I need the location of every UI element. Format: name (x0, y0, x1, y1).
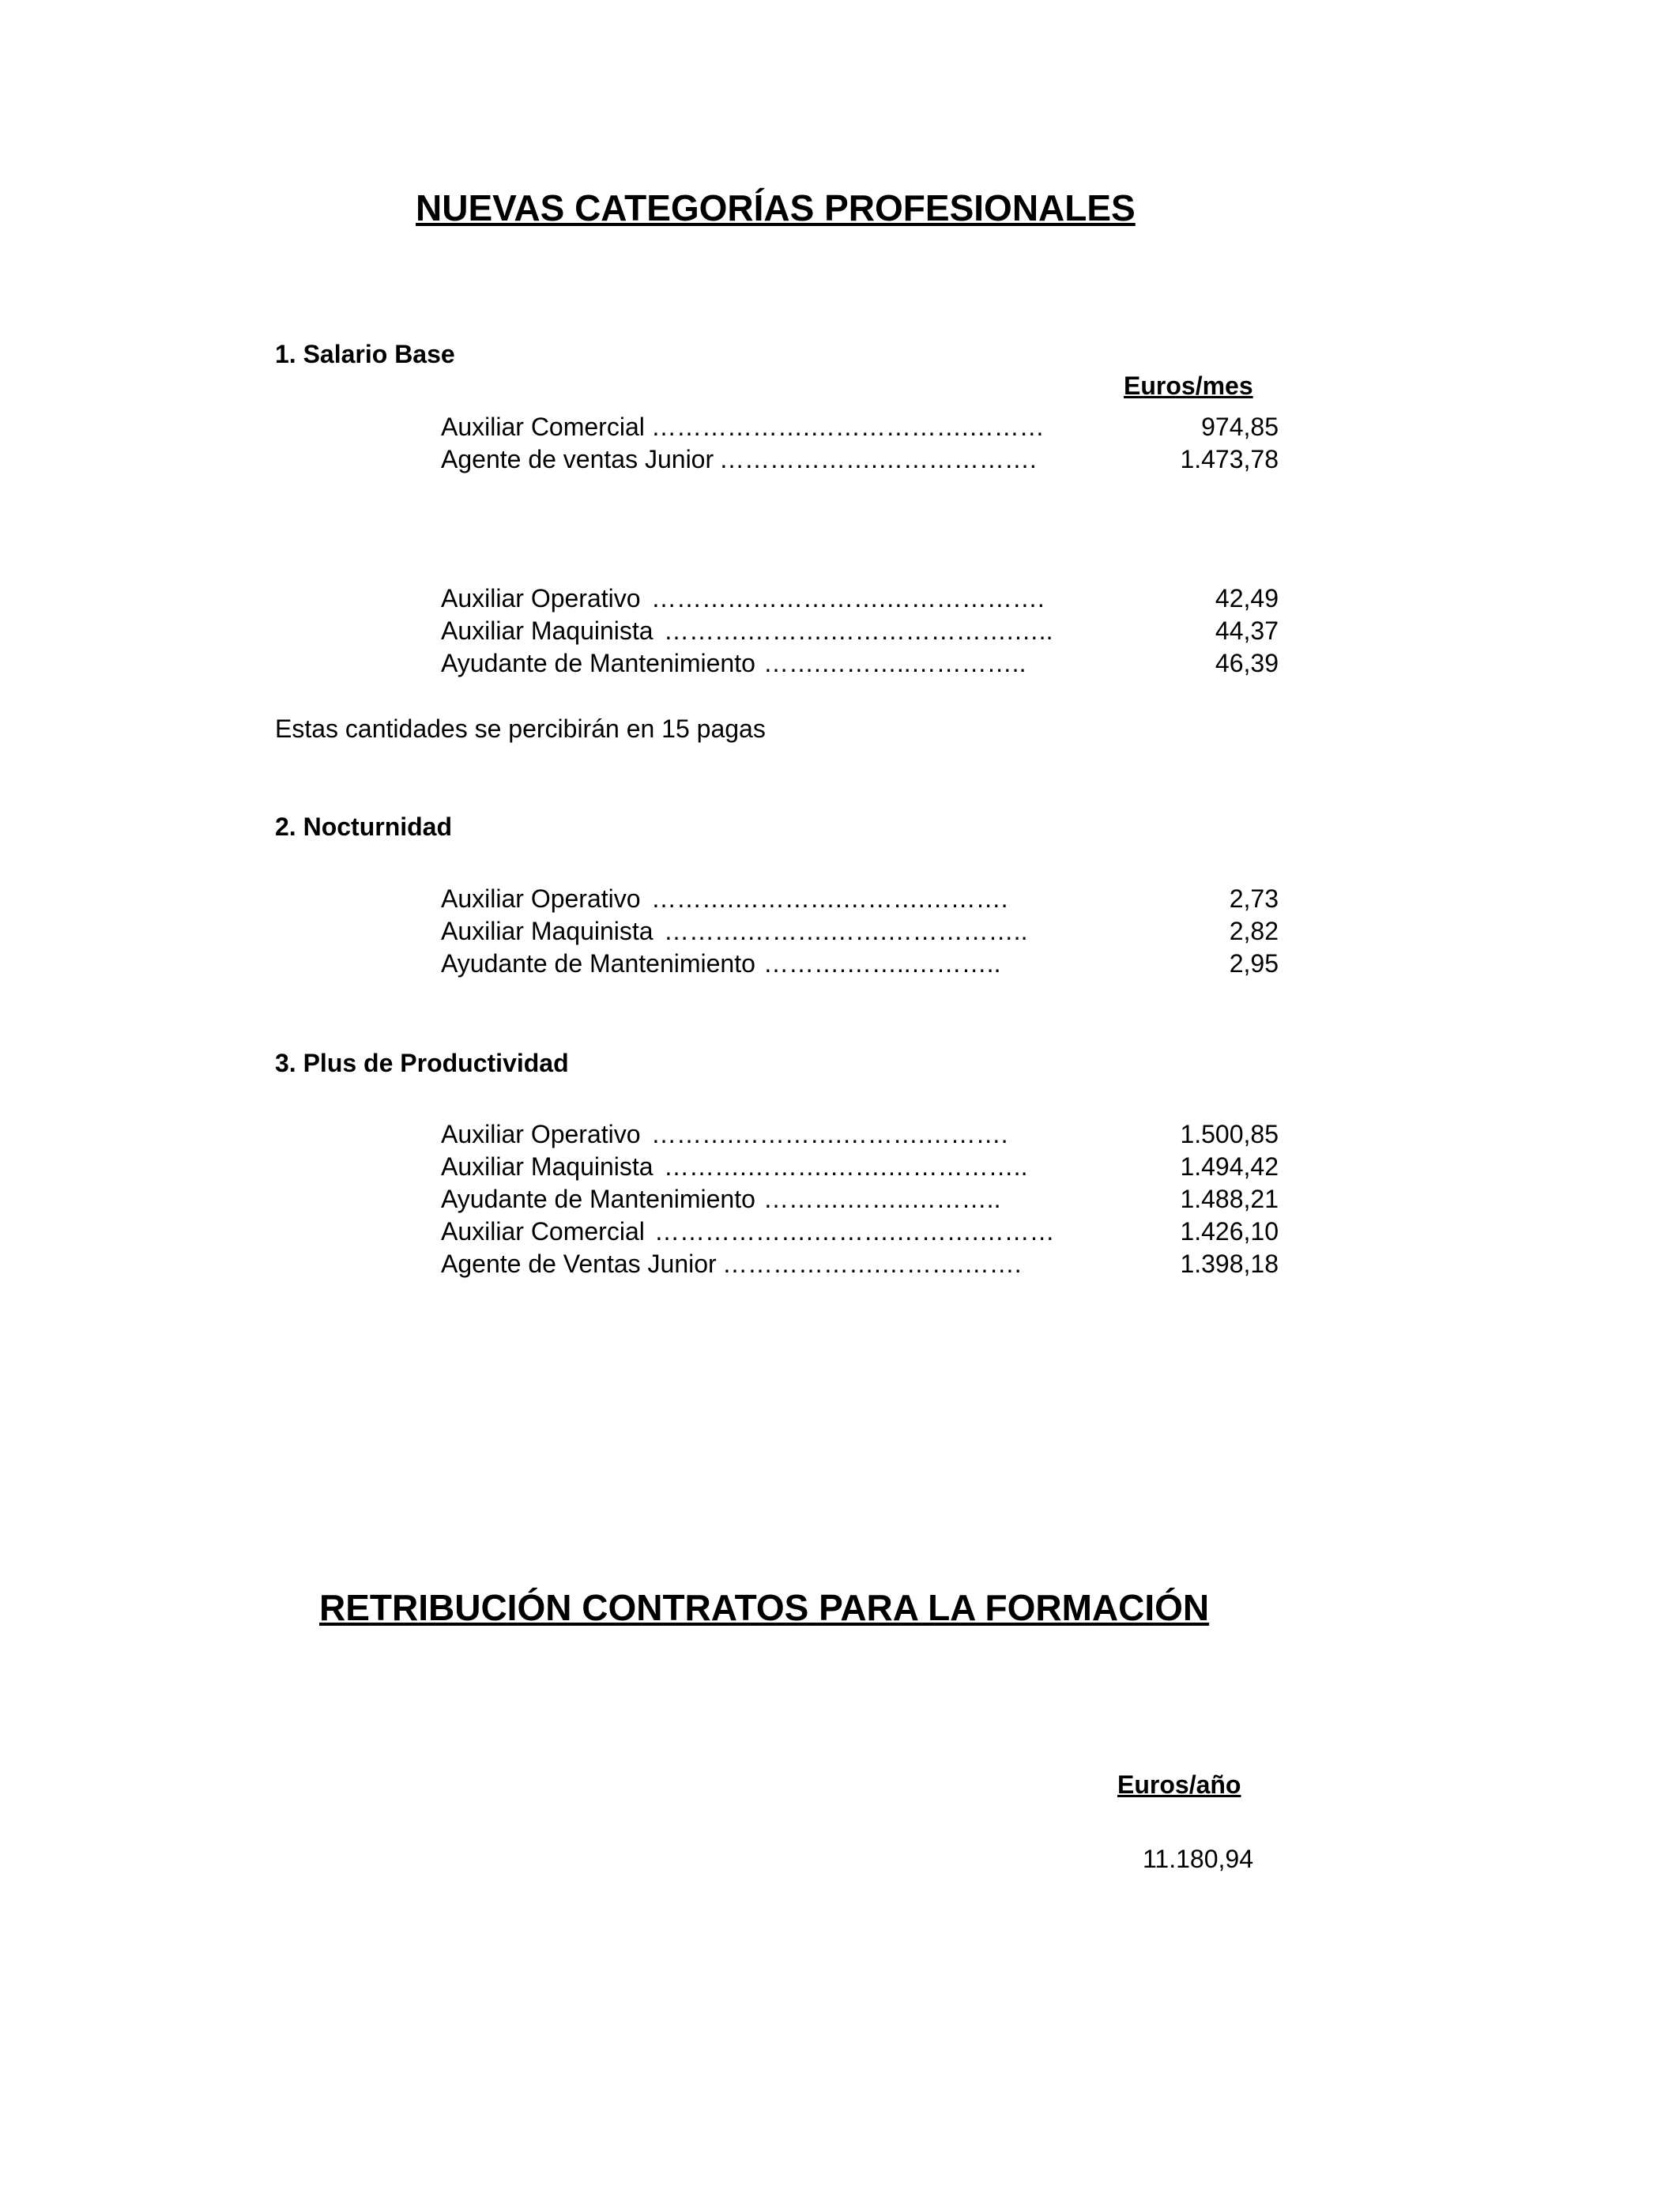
salario-base-group-1 (441, 411, 1279, 476)
section-heading-salario-base: 1. Salario Base (275, 340, 455, 368)
category-label: Ayudante de Mantenimiento (441, 949, 755, 978)
category-label: Auxiliar Operativo (441, 884, 641, 913)
amount-value: 1.494,42 (1180, 1152, 1279, 1181)
table-row (441, 582, 1279, 615)
table-row (441, 915, 1279, 948)
amount-value: 1.398,18 (1180, 1250, 1279, 1278)
unit-header-euros-ano: Euros/año (1117, 1770, 1241, 1799)
amount-value: 46,39 (1215, 649, 1279, 677)
category-label: Auxiliar Maquinista (441, 1152, 654, 1181)
second-title: RETRIBUCIÓN CONTRATOS PARA LA FORMACIÓN (319, 1587, 1210, 1628)
amount-value: 1.473,78 (1180, 445, 1279, 473)
category-label: Auxiliar Maquinista (441, 917, 654, 945)
unit-header-euros-mes: Euros/mes (1124, 371, 1253, 400)
salario-base-group-2 (441, 582, 1279, 680)
amount-value: 2,73 (1229, 884, 1279, 913)
amount-value: 2,95 (1229, 949, 1279, 978)
amount-value: 42,49 (1215, 584, 1279, 613)
leader-dots: ……….……….…….…………….. (664, 917, 1028, 945)
leader-dots: ……….………….……….………. (651, 884, 1008, 913)
leader-dots: ……….……….………………….….. (664, 616, 1053, 645)
leader-dots: ……………….………………. (719, 445, 1037, 473)
table-row (441, 1118, 1279, 1151)
productividad-group (441, 1118, 1279, 1280)
table-row (441, 883, 1279, 915)
category-label: Auxiliar Comercial (441, 413, 645, 441)
leader-dots: ……….………….……….………. (651, 1120, 1008, 1148)
table-row (441, 411, 1279, 443)
category-label: Ayudante de Mantenimiento (441, 1185, 755, 1213)
category-label: Auxiliar Operativo (441, 584, 641, 613)
section-heading-plus-productividad: 3. Plus de Productividad (275, 1049, 569, 1077)
category-label: Auxiliar Maquinista (441, 616, 654, 645)
category-label: Auxiliar Operativo (441, 1120, 641, 1148)
leader-dots: ……….……….…….…………….. (664, 1152, 1028, 1181)
leader-dots: ……………….……….……. (722, 1250, 1022, 1278)
category-label: Agente de ventas Junior (441, 445, 714, 473)
nocturnidad-group (441, 883, 1279, 980)
payments-note: Estas cantidades se percibirán en 15 pagas (275, 714, 766, 743)
leader-dots: ……………….……….……….……… (654, 1217, 1055, 1246)
category-label: Agente de Ventas Junior (441, 1250, 717, 1278)
leader-dots: …….………..………….. (763, 649, 1026, 677)
category-label: Auxiliar Comercial (441, 1217, 645, 1246)
amount-value: 974,85 (1201, 413, 1279, 441)
amount-value: 44,37 (1215, 616, 1279, 645)
table-row (441, 615, 1279, 647)
leader-dots: ……………………….………………. (651, 584, 1045, 613)
page-title: NUEVAS CATEGORÍAS PROFESIONALES (416, 187, 1136, 228)
annual-amount-value: 11.180,94 (1143, 1845, 1253, 1873)
table-row (441, 948, 1279, 980)
category-label: Ayudante de Mantenimiento (441, 649, 755, 677)
leader-dots: ……………….……………….……… (651, 413, 1045, 441)
amount-value: 2,82 (1229, 917, 1279, 945)
table-row (441, 647, 1279, 680)
table-row (441, 1183, 1279, 1216)
table-row (441, 443, 1279, 476)
leader-dots: ……….……..……….. (763, 949, 1001, 978)
amount-value: 1.426,10 (1180, 1217, 1279, 1246)
table-row (441, 1151, 1279, 1183)
table-row (441, 1216, 1279, 1248)
amount-value: 1.500,85 (1180, 1120, 1279, 1148)
table-row (441, 1248, 1279, 1280)
section-heading-nocturnidad: 2. Nocturnidad (275, 812, 453, 841)
leader-dots: ……….……..……….. (763, 1185, 1001, 1213)
amount-value: 1.488,21 (1180, 1185, 1279, 1213)
